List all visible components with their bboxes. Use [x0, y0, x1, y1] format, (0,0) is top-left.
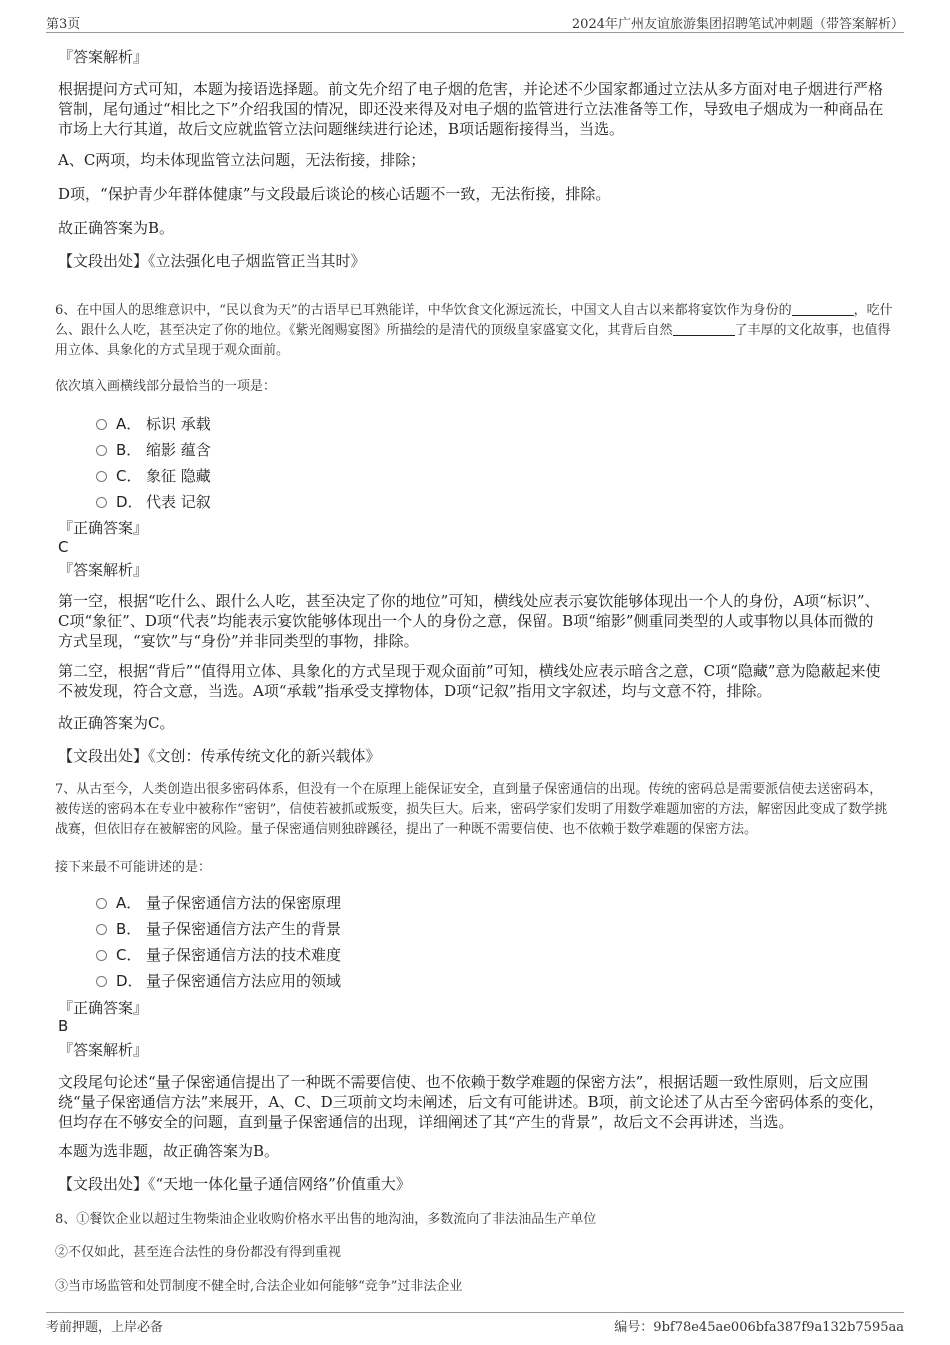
q5-analysis-paragraph-1: 根据提问方式可知，本题为接语选择题。前文先介绍了电子烟的危害，并论述不少国家都通过立法从多方面对电子烟进行严格管制，尾句通过“相比之下”介绍我国的情况，即还没来得及对电子烟的监管进行立法准备等工作，导致电子烟成为一种商品在市场上大行其道，故后文应就监管立法问题继续进行论述，B项话题衔接得当，当选。 [58, 80, 884, 138]
option-text: 量子保密通信方法的技术难度 [146, 946, 342, 964]
q6-text-part-2: ，吃什么、跟什么人吃，甚至决定了你的地位。《紫光阁赐宴图》所描绘的是清代的顶级皇家盛宴文化，其背后自然 [55, 303, 893, 338]
page-number: 第3页 [46, 17, 81, 32]
option-letter: B． [116, 920, 142, 938]
q6-analysis-paragraph-1: 第一空，根据“吃什么、跟什么人吃，甚至决定了你的地位”可知，横线处应表示宴饮能够体现出一个人的身份，A项“标识”、C项“象征”、D项“代表”均能表示宴饮能够体现出一个人的身份之意，保留。B项“缩影”侧重同类型的人或事物以具体而微的方式呈现，“宴饮”与“身份”并非同类型的事物，排除。 [58, 592, 880, 650]
radio-icon[interactable] [96, 950, 107, 961]
q7-option-b[interactable] [96, 918, 341, 939]
radio-icon[interactable] [96, 976, 107, 987]
q6-analysis-tag: 『答案解析』 [58, 561, 149, 579]
option-letter: C． [116, 467, 142, 485]
q5-analysis-paragraph-2: A、C两项，均未体现监管立法问题，无法衔接，排除； [58, 151, 426, 169]
q6-blank-2 [673, 323, 735, 336]
q7-option-c[interactable] [96, 944, 341, 965]
q6-answer: C [58, 538, 69, 556]
q6-correct-tag: 『正确答案』 [58, 519, 149, 537]
page-footer [46, 1312, 904, 1337]
option-letter: C． [116, 946, 142, 964]
option-letter: A． [116, 415, 142, 433]
option-letter: A． [116, 894, 142, 912]
q5-analysis-paragraph-3: D项，“保护青少年群体健康”与文段最后谈论的核心话题不一致，无法衔接，排除。 [58, 185, 611, 203]
option-letter: D． [116, 972, 143, 990]
q7-analysis-paragraph-1: 文段尾句论述“量子保密通信提出了一种既不需要信使、也不依赖于数学难题的保密方法”，根据话题一致性原则，后文应围绕“量子保密通信方法”来展开，A、C、D三项前文均未阐述，后文有可能讲述。B项，前文论述了从古至今密码体系的变化，但均存在不够安全的问题，直到量子保密通信的出现，详细阐述了其“产生的背景”，故后文不会再讲述，当选。 [58, 1073, 884, 1131]
q5-analysis-tag: 『答案解析』 [58, 48, 149, 66]
q6-prompt: 依次填入画横线部分最恰当的一项是： [55, 379, 277, 394]
q6-blank-1 [792, 303, 854, 316]
footer-slogan: 考前押题，上岸必备 [46, 1320, 164, 1335]
q7-option-a[interactable] [96, 892, 341, 913]
q6-option-a[interactable] [96, 413, 211, 434]
option-text: 量子保密通信方法的保密原理 [146, 894, 342, 912]
q7-analysis-paragraph-2: 本题为选非题，故正确答案为B。 [58, 1142, 280, 1160]
q7-prompt: 接下来最不可能讲述的是： [55, 860, 212, 875]
q6-question-text [55, 301, 895, 361]
radio-icon[interactable] [96, 898, 107, 909]
q8-statement-1: 8、①餐饮企业以超过生物柴油企业收购价格水平出售的地沟油，多数流向了非法油品生产单位 [55, 1212, 597, 1227]
radio-icon[interactable] [96, 445, 107, 456]
option-text: 缩影 蕴含 [146, 441, 211, 459]
option-letter: D． [116, 493, 143, 511]
q6-text-part-1: 6、在中国人的思维意识中，“民以食为天”的古语早已耳熟能详，中华饮食文化源远流长，中国文人自古以来都将宴饮作为身份的 [55, 303, 792, 318]
q6-option-b[interactable] [96, 439, 211, 460]
q6-analysis-paragraph-3: 故正确答案为C。 [58, 714, 175, 732]
q6-text-part-3: 了丰厚的文化故事，也值得用立体、具象化的方式呈现于观众面前。 [55, 323, 891, 358]
option-text: 量子保密通信方法应用的领域 [146, 972, 342, 990]
radio-icon[interactable] [96, 419, 107, 430]
option-letter: B． [116, 441, 142, 459]
q6-analysis-paragraph-2: 第二空，根据“背后”“值得用立体、具象化的方式呈现于观众面前”可知，横线处应表示暗含之意，C项“隐藏”意为隐蔽起来使不被发现，符合文意，当选。A项“承载”指承受支撑物体，D项“记叙”指用文字叙述，均与文意不符，排除。 [58, 662, 881, 700]
q5-source: 【文段出处】《立法强化电子烟监管正当其时》 [58, 252, 366, 270]
q7-option-d[interactable] [96, 970, 341, 991]
q7-analysis-tag: 『答案解析』 [58, 1041, 149, 1059]
radio-icon[interactable] [96, 924, 107, 935]
option-text: 标识 承载 [146, 415, 211, 433]
radio-icon[interactable] [96, 471, 107, 482]
q6-source: 【文段出处】《文创：传承传统文化的新兴载体》 [58, 747, 381, 765]
q8-statement-3: ③当市场监管和处罚制度不健全时,合法企业如何能够“竞争”过非法企业 [55, 1279, 463, 1294]
radio-icon[interactable] [96, 497, 107, 508]
document-id: 编号：9bf78e45ae006bfa387f9a132b7595aa [614, 1320, 904, 1335]
q5-analysis-paragraph-4: 故正确答案为B。 [58, 219, 175, 237]
page-header [46, 10, 904, 33]
q7-correct-tag: 『正确答案』 [58, 999, 149, 1017]
option-text: 代表 记叙 [146, 493, 211, 511]
q8-statement-2: ②不仅如此，甚至连合法性的身份都没有得到重视 [55, 1245, 342, 1260]
q7-source: 【文段出处】《“天地一体化量子通信网络”价值重大》 [58, 1175, 411, 1193]
option-text: 量子保密通信方法产生的背景 [146, 920, 342, 938]
q6-option-c[interactable] [96, 465, 211, 486]
q7-question-text: 7、从古至今，人类创造出很多密码体系，但没有一个在原理上能保证安全，直到量子保密通信的出现。传统的密码总是需要派信使去送密码本，被传送的密码本在专业中被称作“密钥”，信使若被抓或叛变，损失巨大。后来，密码学家们发明了用数学难题加密的方法，解密因此变成了数学挑战赛，但依旧存在被解密的风险。量子保密通信则独辟蹊径，提出了一种既不需要信使、也不依赖于数学难题的保密方法。 [55, 782, 888, 837]
q6-option-d[interactable] [96, 491, 211, 512]
document-title: 2024年广州友谊旅游集团招聘笔试冲刺题（带答案解析） [571, 17, 904, 32]
q7-answer: B [58, 1017, 69, 1035]
option-text: 象征 隐藏 [146, 467, 211, 485]
